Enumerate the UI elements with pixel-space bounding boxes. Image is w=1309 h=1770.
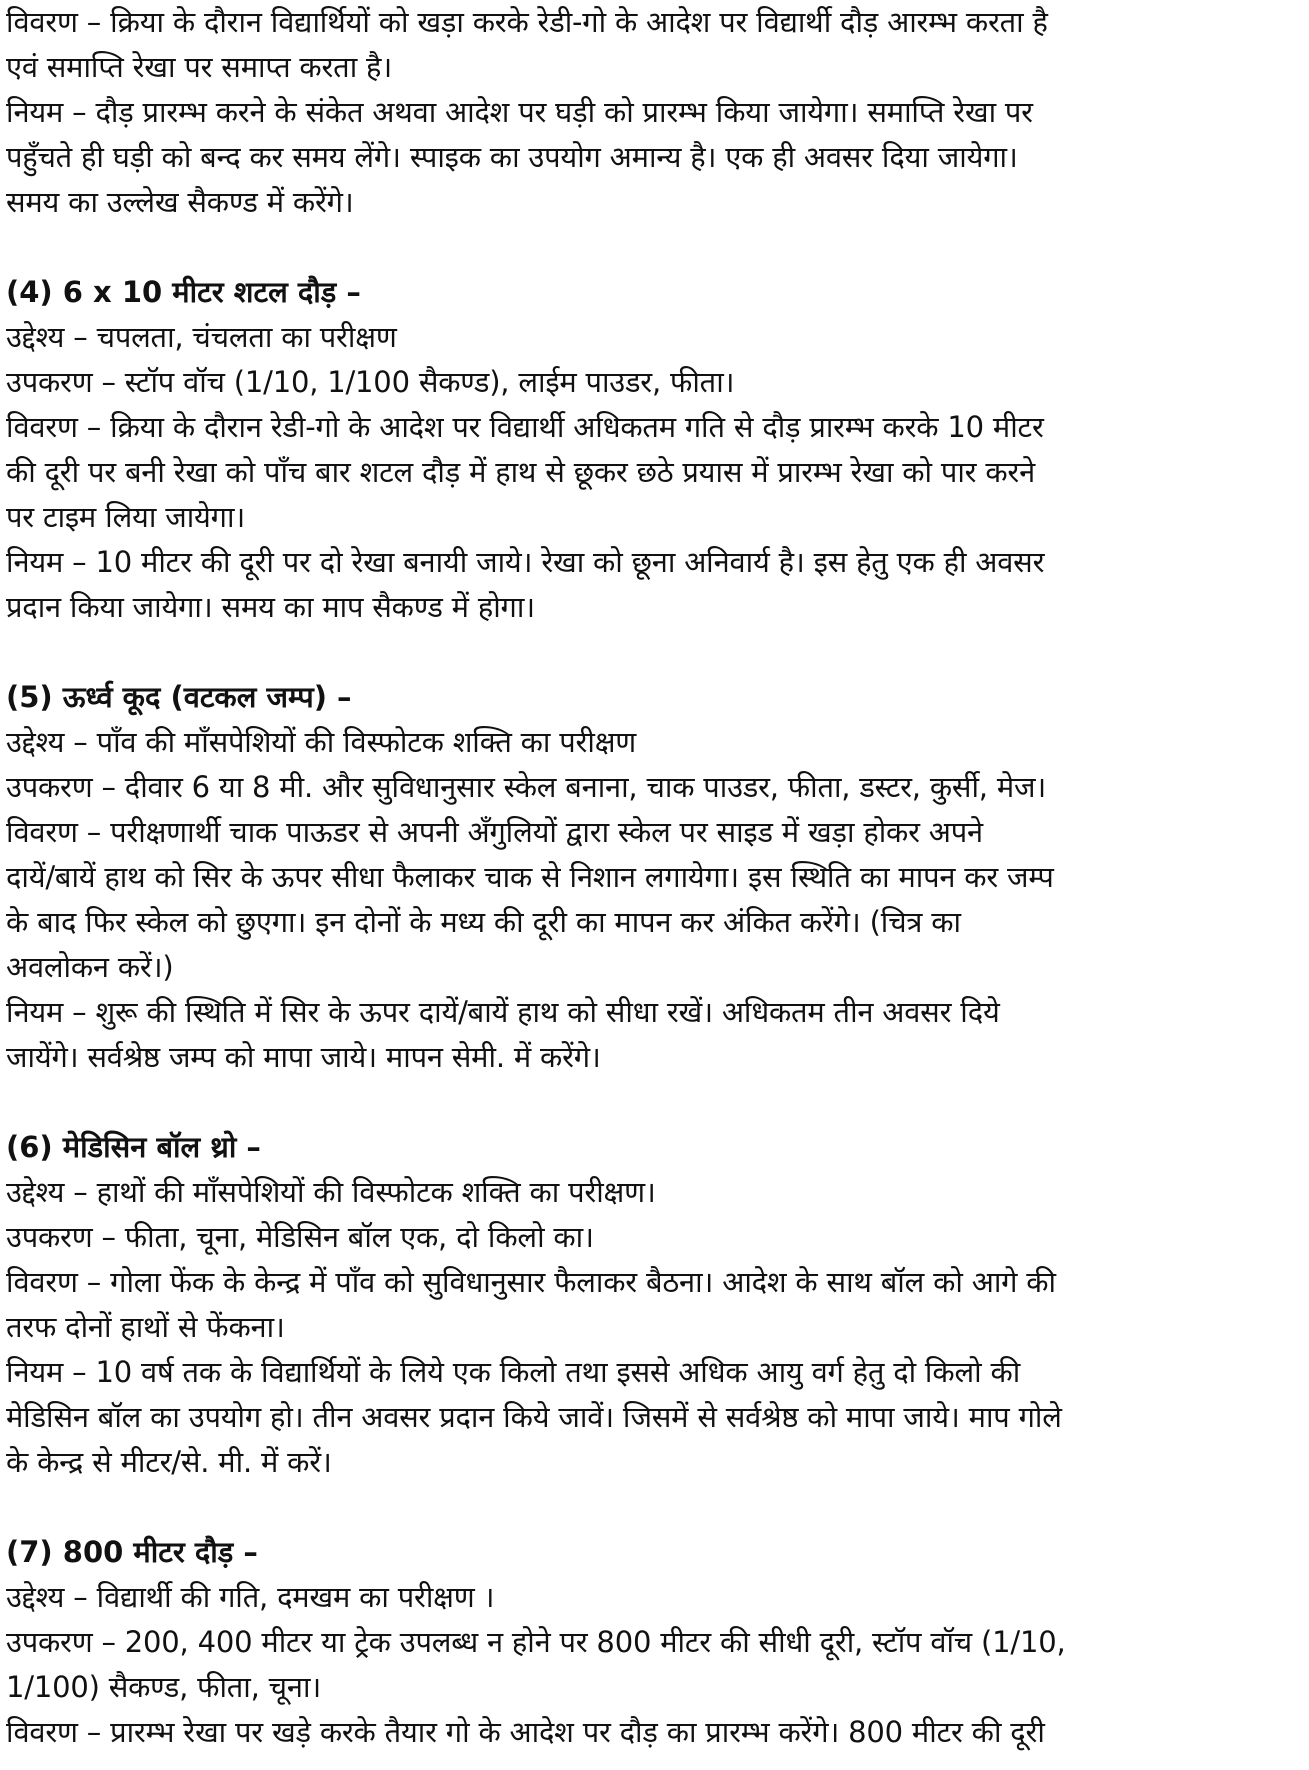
intro-line: विवरण – क्रिया के दौरान विद्यार्थियों को खड़ा करके रेडी-गो के आदेश पर विद्यार्थी दौड़ आरम्भ करता है xyxy=(6,5,1048,39)
section-vertical-jump xyxy=(6,675,1294,1080)
section-line: जायेंगे। सर्वश्रेष्ठ जम्प को मापा जाये। मापन सेमी. में करेंगे। xyxy=(6,1040,601,1074)
section-line: नियम – 10 वर्ष तक के विद्यार्थियों के लिये एक किलो तथा इससे अधिक आयु वर्ग हेतु दो किलो की xyxy=(6,1355,1021,1389)
section-line: प्रदान किया जायेगा। समय का माप सैकण्ड में होगा। xyxy=(6,590,535,624)
section-line: की दूरी पर बनी रेखा को पाँच बार शटल दौड़ में हाथ से छूकर छठे प्रयास में प्रारम्भ रेखा को पार करने xyxy=(6,455,1035,489)
section-line: विवरण – परीक्षणार्थी चाक पाऊडर से अपनी अँगुलियों द्वारा स्केल पर साइड में खड़ा होकर अपने xyxy=(6,815,983,849)
section-medicine-ball-throw xyxy=(6,1125,1294,1485)
section-line: उपकरण – स्टॉप वॉच (1/10, 1/100 सैकण्ड), लाईम पाउडर, फीता। xyxy=(6,365,735,399)
section-line: दायें/बायें हाथ को सिर के ऊपर सीधा फैलाकर चाक से निशान लगायेगा। इस स्थिति का मापन कर जम्प xyxy=(6,860,1054,894)
section-line: उपकरण – फीता, चूना, मेडिसिन बॉल एक, दो किलो का। xyxy=(6,1220,594,1254)
section-heading: (6) मेडिसिन बॉल थ्रो – xyxy=(6,1130,261,1164)
section-line: उद्देश्य – हाथों की माँसपेशियों की विस्फोटक शक्ति का परीक्षण। xyxy=(6,1175,656,1209)
section-gap xyxy=(6,225,1294,270)
section-line: नियम – 10 मीटर की दूरी पर दो रेखा बनायी जाये। रेखा को छूना अनिवार्य है। इस हेतु एक ही अवसर xyxy=(6,545,1045,579)
section-heading: (7) 800 मीटर दौड़ – xyxy=(6,1535,258,1569)
section-line: विवरण – प्रारम्भ रेखा पर खड़े करके तैयार गो के आदेश पर दौड़ का प्रारम्भ करेंगे। 800 मीटर की दूरी xyxy=(6,1715,1045,1749)
section-line: के केन्द्र से मीटर/से. मी. में करें। xyxy=(6,1445,332,1479)
section-line: पर टाइम लिया जायेगा। xyxy=(6,500,246,534)
section-line: 1/100) सैकण्ड, फीता, चूना। xyxy=(6,1670,322,1704)
intro-section xyxy=(6,0,1294,225)
section-line: नियम – शुरू की स्थिति में सिर के ऊपर दायें/बायें हाथ को सीधा रखें। अधिकतम तीन अवसर दिये xyxy=(6,995,1000,1029)
section-gap xyxy=(6,1080,1294,1125)
section-line: उद्देश्य – पाँव की माँसपेशियों की विस्फोटक शक्ति का परीक्षण xyxy=(6,725,637,759)
section-gap xyxy=(6,1485,1294,1530)
section-line: मेडिसिन बॉल का उपयोग हो। तीन अवसर प्रदान किये जावें। जिसमें से सर्वश्रेष्ठ को मापा जाये। माप गोले xyxy=(6,1400,1062,1434)
intro-line: एवं समाप्ति रेखा पर समाप्त करता है। xyxy=(6,50,393,84)
section-line: अवलोकन करें।) xyxy=(6,950,174,984)
intro-line: समय का उल्लेख सैकण्ड में करेंगे। xyxy=(6,185,354,219)
section-line: विवरण – गोला फेंक के केन्द्र में पाँव को सुविधानुसार फैलाकर बैठना। आदेश के साथ बॉल को आगे की xyxy=(6,1265,1056,1299)
section-line: उपकरण – दीवार 6 या 8 मी. और सुविधानुसार स्केल बनाना, चाक पाउडर, फीता, डस्टर, कुर्सी, मेज। xyxy=(6,770,1047,804)
section-line: उद्देश्य – विद्यार्थी की गति, दमखम का परीक्षण । xyxy=(6,1580,495,1614)
section-800m-run xyxy=(6,1530,1294,1755)
section-heading: (4) 6 x 10 मीटर शटल दौड़ – xyxy=(6,275,361,309)
section-gap xyxy=(6,630,1294,675)
section-shuttle-run xyxy=(6,270,1294,630)
section-heading: (5) ऊर्ध्व कूद (वटकल जम्प) – xyxy=(6,680,352,714)
section-line: विवरण – क्रिया के दौरान रेडी-गो के आदेश पर विद्यार्थी अधिकतम गति से दौड़ प्रारम्भ करके 10 मीटर xyxy=(6,410,1044,444)
section-line: के बाद फिर स्केल को छुएगा। इन दोनों के मध्य की दूरी का मापन कर अंकित करेंगे। (चित्र का xyxy=(6,905,961,939)
intro-line: नियम – दौड़ प्रारम्भ करने के संकेत अथवा आदेश पर घड़ी को प्रारम्भ किया जायेगा। समाप्ति रेखा पर xyxy=(6,95,1033,129)
section-line: तरफ दोनों हाथों से फेंकना। xyxy=(6,1310,285,1344)
section-line: उद्देश्य – चपलता, चंचलता का परीक्षण xyxy=(6,320,397,354)
intro-line: पहुँचते ही घड़ी को बन्द कर समय लेंगे। स्पाइक का उपयोग अमान्य है। एक ही अवसर दिया जायेगा। xyxy=(6,140,1018,174)
section-line: उपकरण – 200, 400 मीटर या ट्रेक उपलब्ध न होने पर 800 मीटर की सीधी दूरी, स्टॉप वॉच (1/10, xyxy=(6,1625,1066,1659)
